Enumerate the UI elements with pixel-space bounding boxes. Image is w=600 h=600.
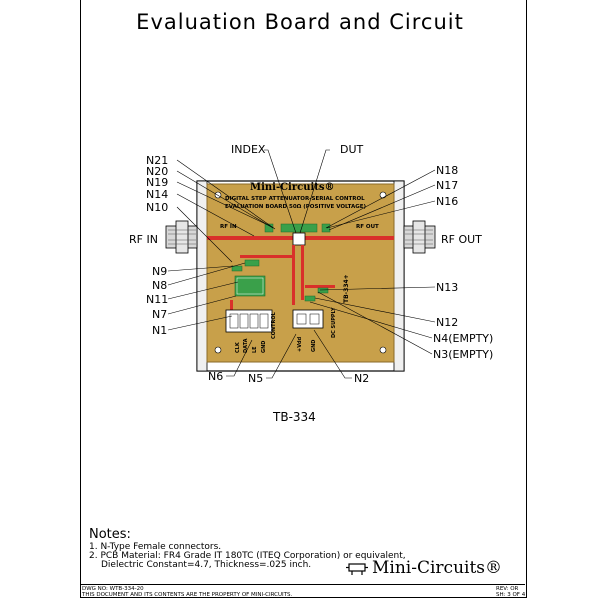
callout-n17: N17 (436, 179, 459, 192)
smd-component (232, 266, 242, 271)
callout-n19: N19 (146, 176, 169, 189)
callout-n12: N12 (436, 316, 459, 329)
board-control-label: CONTROL (271, 312, 277, 339)
callout-n9: N9 (152, 265, 168, 278)
note-line-2: 2. PCB Material: FR4 Grade IT 180TC (ITEQ Corporation) or equivalent, (89, 551, 406, 561)
control-trace (240, 255, 295, 258)
board-brand: Mini-Circuits® (250, 182, 335, 193)
callout-n13: N13 (436, 281, 459, 294)
callout-dut: DUT (340, 143, 364, 156)
smd-component (318, 288, 328, 293)
callout-n1: N1 (152, 324, 168, 337)
footer-sheet: SH: 3 OF 4 (496, 592, 526, 598)
callout-n18: N18 (436, 164, 459, 177)
board-supply-gnd: GND (311, 339, 317, 352)
callout-n4: N4(EMPTY) (433, 332, 494, 345)
footer-rev: REV: OR (496, 586, 519, 592)
board-ctrl-gnd: GND (261, 340, 267, 353)
callout-n3: N3(EMPTY) (433, 348, 494, 361)
callout-n6: N6 (208, 370, 224, 383)
board-ctrl-le: LE (252, 346, 258, 353)
mini-circuits-logo-text: Mini-Circuits® (372, 558, 503, 578)
callout-n21: N21 (146, 154, 169, 167)
board-rf-out-label: RF OUT (356, 224, 379, 230)
rf-out-connector (404, 221, 435, 253)
callout-n20: N20 (146, 165, 169, 178)
callout-rf-in: RF IN (129, 233, 158, 246)
ic-package (235, 276, 265, 296)
rf-in-connector (166, 221, 197, 253)
board-ctrl-clk: CLK (235, 342, 241, 353)
callout-n10: N10 (146, 201, 169, 214)
board-id: TB-334+ (343, 274, 350, 303)
callout-n8: N8 (152, 279, 168, 292)
board-rf-in-label: RF IN (220, 224, 237, 230)
footer-property: THIS DOCUMENT AND ITS CONTENTS ARE THE PROPERTY OF MINI-CIRCUITS. (82, 592, 293, 598)
dut-chip (293, 233, 305, 245)
callout-n7: N7 (152, 308, 168, 321)
mount-hole (215, 347, 221, 353)
mini-circuits-logo-icon (346, 561, 368, 575)
note-line-1: 1. N-Type Female connectors. (89, 542, 222, 552)
footer-dwg-no: DWG NO: WTB-334-20 (82, 586, 144, 592)
notes-title: Notes: (89, 527, 131, 542)
callout-n2: N2 (354, 372, 370, 385)
control-trace (292, 245, 295, 305)
callout-rf-out: RF OUT (441, 233, 482, 246)
callout-n11: N11 (146, 293, 169, 306)
mount-hole (380, 347, 386, 353)
board-supply-vdd: +Vdd (297, 336, 303, 352)
callout-n5: N5 (248, 372, 264, 385)
note-line-3: Dielectric Constant=4.7, Thickness=.025 inch. (101, 560, 312, 570)
callout-n16: N16 (436, 195, 459, 208)
callout-n14: N14 (146, 188, 169, 201)
board-name: TB-334 (273, 410, 316, 424)
control-trace (305, 285, 335, 288)
board-ctrl-data: DATA (243, 338, 249, 353)
housing-right-flange (394, 181, 404, 371)
board-dc-supply-label: DC SUPPLY (331, 307, 337, 338)
control-trace (301, 245, 304, 300)
mount-hole (380, 192, 386, 198)
page-title: Evaluation Board and Circuit (136, 10, 464, 34)
pcb (207, 184, 394, 362)
smd-component (245, 260, 259, 266)
board-line-2: EVALUATION BOARD 50Ω (POSITIVE VOLTAGE) (225, 204, 367, 210)
board-line-1: DIGITAL STEP ATTENUATOR-SERIAL CONTROL (225, 196, 365, 202)
callout-index: INDEX (231, 143, 266, 156)
smd-component (305, 296, 315, 301)
